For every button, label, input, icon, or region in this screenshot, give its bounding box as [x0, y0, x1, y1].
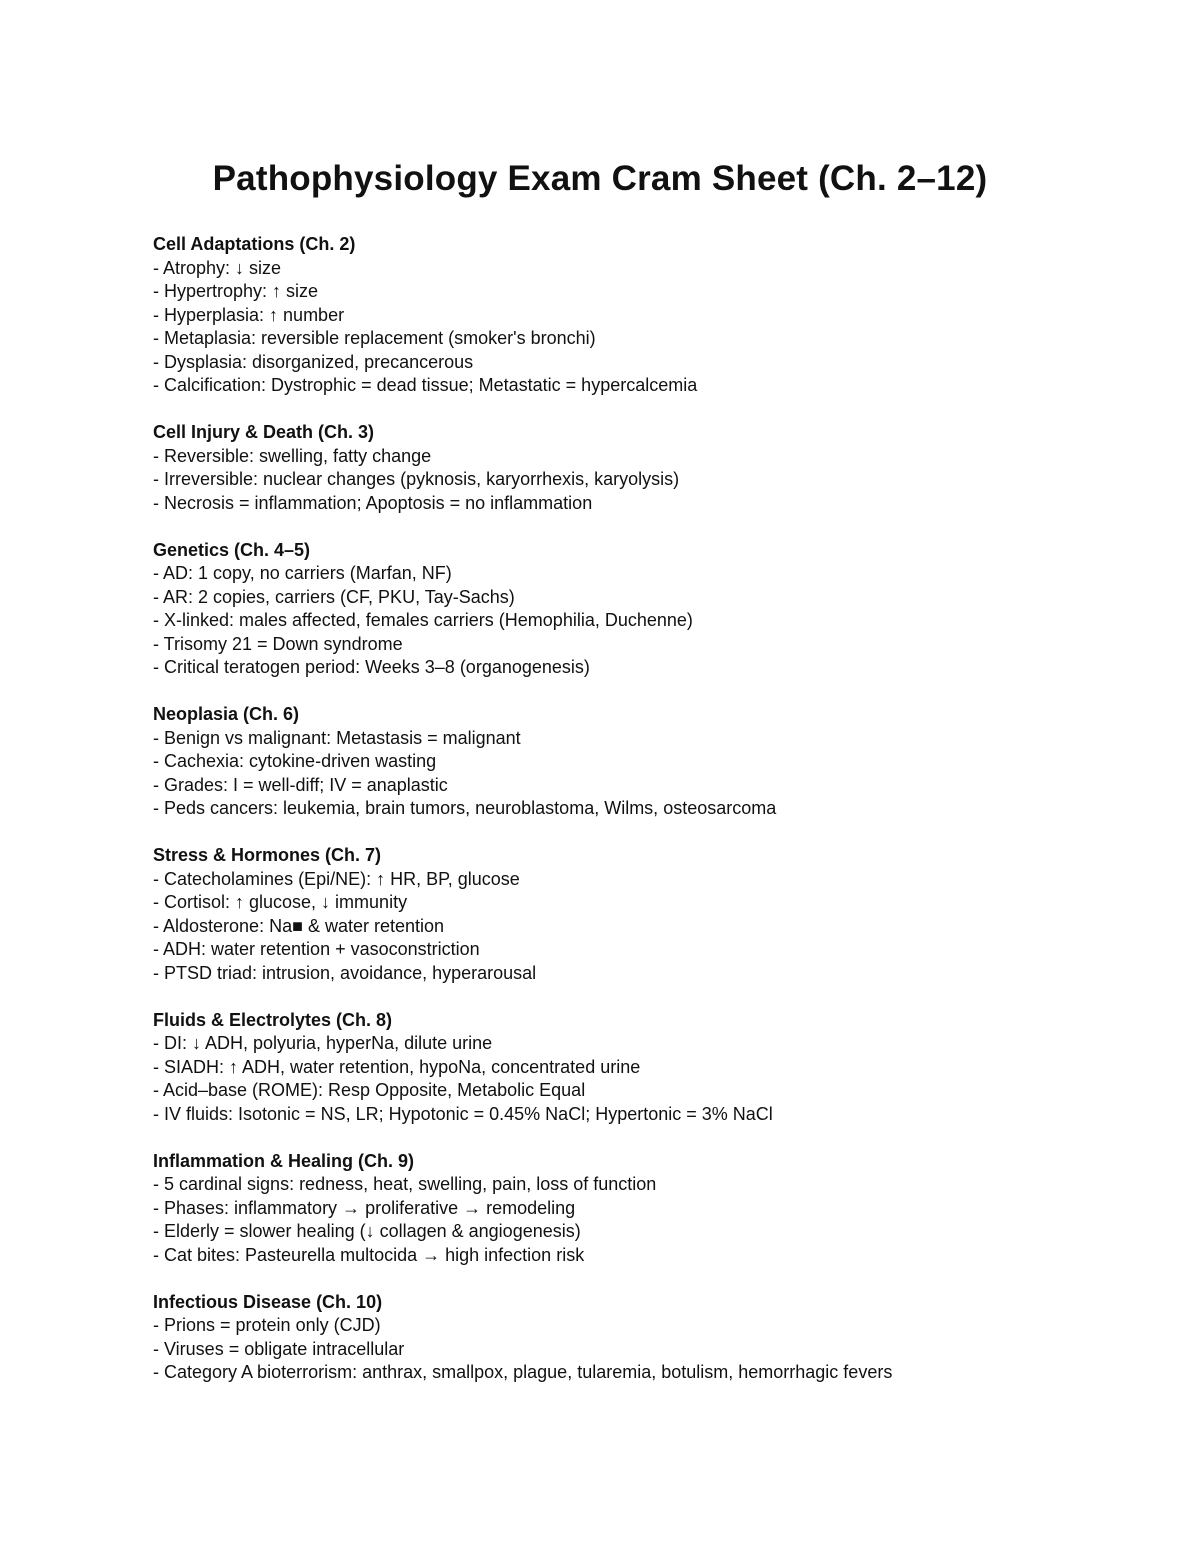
section-heading: Inflammation & Healing (Ch. 9): [153, 1150, 415, 1171]
list-item: - Calcification: Dystrophic = dead tissue; Metastatic = hypercalcemia: [153, 375, 698, 395]
list-item: - Viruses = obligate intracellular: [153, 1338, 405, 1359]
list-item: - Category A bioterrorism: anthrax, smallpox, plague, tularemia, botulism, hemorrhagic fevers: [153, 1362, 893, 1382]
list-item: - Reversible: swelling, fatty change: [153, 445, 432, 466]
section-heading: Stress & Hormones (Ch. 7): [153, 845, 382, 865]
section-heading: Genetics (Ch. 4–5): [153, 539, 311, 560]
list-item: - Atrophy: ↓ size: [153, 257, 282, 278]
list-item: - DI: ↓ ADH, polyuria, hyperNa, dilute urine: [153, 1033, 493, 1053]
list-item: - Critical teratogen period: Weeks 3–8 (organogenesis): [153, 657, 590, 677]
list-item: - Benign vs malignant: Metastasis = malignant: [153, 727, 521, 748]
list-item: - Irreversible: nuclear changes (pyknosis, karyorrhexis, karyolysis): [153, 469, 680, 489]
list-item: - Grades: I = well-diff; IV = anaplastic: [153, 774, 448, 795]
section: [153, 1291, 1153, 1385]
section: [153, 539, 1153, 680]
list-item: - X-linked: males affected, females carriers (Hemophilia, Duchenne): [153, 610, 693, 630]
section-heading: Infectious Disease (Ch. 10): [153, 1291, 383, 1312]
document-title: Pathophysiology Exam Cram Sheet (Ch. 2–12): [212, 159, 988, 198]
list-item: - Metaplasia: reversible replacement (smoker's bronchi): [153, 328, 596, 348]
list-item: - Necrosis = inflammation; Apoptosis = no inflammation: [153, 492, 593, 513]
list-item: - Dysplasia: disorganized, precancerous: [153, 351, 474, 372]
list-item: - AR: 2 copies, carriers (CF, PKU, Tay-Sachs): [153, 586, 515, 607]
list-item: - Cat bites: Pasteurella multocida → high infection risk: [153, 1244, 585, 1265]
list-item: - Trisomy 21 = Down syndrome: [153, 633, 403, 654]
list-item: - Elderly = slower healing (↓ collagen & angiogenesis): [153, 1221, 581, 1241]
section: [153, 1009, 1153, 1127]
list-item: - Cortisol: ↑ glucose, ↓ immunity: [153, 892, 408, 912]
list-item: - IV fluids: Isotonic = NS, LR; Hypotonic = 0.45% NaCl; Hypertonic = 3% NaCl: [153, 1103, 773, 1124]
list-item: - Peds cancers: leukemia, brain tumors, neuroblastoma, Wilms, osteosarcoma: [153, 798, 777, 818]
list-item: - Catecholamines (Epi/NE): ↑ HR, BP, glucose: [153, 868, 520, 889]
section-heading: Neoplasia (Ch. 6): [153, 704, 300, 724]
list-item: - AD: 1 copy, no carriers (Marfan, NF): [153, 563, 452, 583]
list-item: - ADH: water retention + vasoconstriction: [153, 939, 480, 959]
section: [153, 421, 1153, 515]
list-item: - PTSD triad: intrusion, avoidance, hyperarousal: [153, 962, 537, 983]
section-heading: Cell Adaptations (Ch. 2): [153, 234, 356, 254]
list-item: - Acid–base (ROME): Resp Opposite, Metabolic Equal: [153, 1080, 586, 1100]
section: [153, 233, 1153, 398]
list-item: - Phases: inflammatory → proliferative → remodeling: [153, 1197, 576, 1218]
list-item: - Prions = protein only (CJD): [153, 1315, 381, 1335]
section: [153, 844, 1153, 985]
list-item: - 5 cardinal signs: redness, heat, swelling, pain, loss of function: [153, 1174, 657, 1194]
list-item: - Hypertrophy: ↑ size: [153, 281, 319, 301]
list-item: - Cachexia: cytokine-driven wasting: [153, 751, 437, 771]
section: [153, 703, 1153, 821]
list-item: - SIADH: ↑ ADH, water retention, hypoNa, concentrated urine: [153, 1056, 641, 1077]
section-heading: Fluids & Electrolytes (Ch. 8): [153, 1009, 393, 1030]
section: [153, 1150, 1153, 1268]
list-item: - Aldosterone: Na■ & water retention: [153, 915, 445, 936]
section-heading: Cell Injury & Death (Ch. 3): [153, 422, 375, 442]
document-body: [153, 233, 1153, 1408]
list-item: - Hyperplasia: ↑ number: [153, 304, 345, 325]
